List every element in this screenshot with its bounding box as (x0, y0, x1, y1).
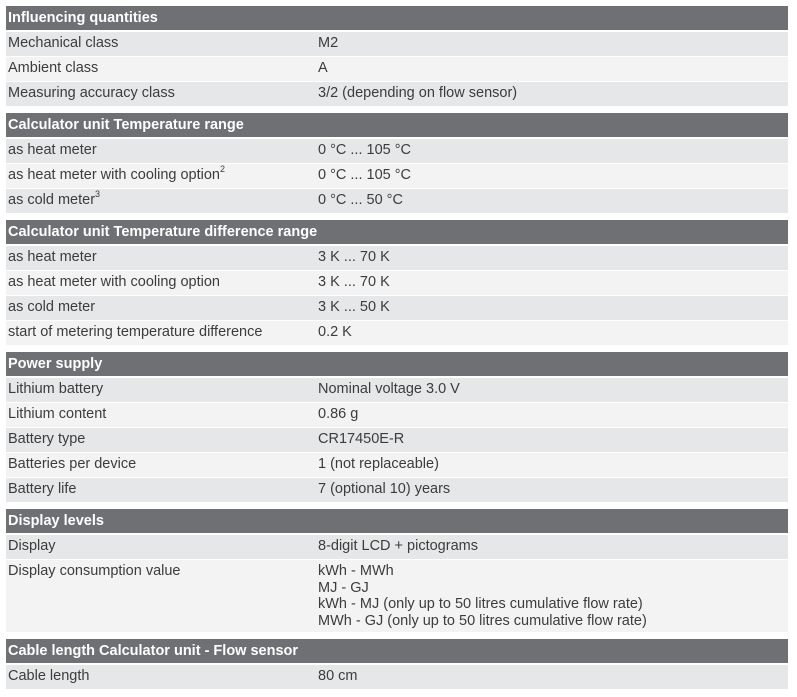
table-row (6, 378, 788, 403)
section-header: Cable length Calculator unit - Flow sensor (6, 639, 788, 665)
table-row (6, 403, 788, 428)
footnote-marker: 2 (220, 164, 226, 175)
row-label-text: Battery life (8, 481, 77, 497)
row-label (6, 665, 318, 689)
row-value-line: 3 K ... 70 K (318, 274, 390, 290)
row-value-line: 3 K ... 70 K (318, 249, 390, 265)
row-value-line: A (318, 60, 328, 76)
row-value-line: 8-digit LCD + pictograms (318, 538, 478, 554)
table-row (6, 535, 788, 560)
footnote-marker: 3 (95, 189, 101, 200)
row-value (318, 535, 788, 559)
row-label-text: Battery type (8, 431, 86, 447)
section-header: Display levels (6, 509, 788, 535)
row-value-line: 3 K ... 50 K (318, 299, 390, 315)
row-value-line: M2 (318, 35, 339, 51)
row-label-text: as heat meter with cooling option (8, 167, 220, 183)
row-label (6, 535, 318, 559)
spec-section (6, 113, 788, 214)
row-value-line: 0.2 K (318, 324, 352, 340)
row-label (6, 246, 318, 270)
row-value-line: 0 °C ... 50 °C (318, 192, 403, 208)
row-value (318, 321, 788, 345)
spec-section (6, 509, 788, 633)
table-row (6, 560, 788, 633)
row-value (318, 453, 788, 477)
row-label-text: as heat meter with cooling option (8, 274, 220, 290)
table-row (6, 189, 788, 214)
row-value (318, 139, 788, 163)
row-label-text: Lithium battery (8, 381, 104, 397)
row-label (6, 139, 318, 163)
table-row (6, 82, 788, 107)
table-row (6, 57, 788, 82)
row-value (318, 189, 788, 213)
table-row (6, 321, 788, 346)
table-row (6, 139, 788, 164)
table-row (6, 32, 788, 57)
row-label (6, 378, 318, 402)
row-label (6, 321, 318, 345)
row-value (318, 271, 788, 295)
row-label (6, 271, 318, 295)
table-row (6, 296, 788, 321)
row-label-text: Display (8, 538, 56, 554)
spec-table (6, 6, 788, 690)
row-value (318, 403, 788, 427)
row-value-line: 80 cm (318, 668, 358, 684)
spec-section (6, 220, 788, 346)
row-value (318, 428, 788, 452)
row-label-text: start of metering temperature difference (8, 324, 263, 340)
row-value (318, 164, 788, 188)
row-value-line: kWh - MJ (only up to 50 litres cumulative flow rate) (318, 596, 643, 612)
row-value-line: kWh - MWh (318, 563, 394, 579)
row-value-line: MWh - GJ (only up to 50 litres cumulative flow rate) (318, 612, 647, 629)
row-value (318, 665, 788, 689)
table-row (6, 453, 788, 478)
row-value-line: 3/2 (depending on flow sensor) (318, 85, 518, 101)
row-value-line: 1 (not replaceable) (318, 456, 439, 472)
row-label-text: Lithium content (8, 406, 107, 422)
row-value-line: 7 (optional 10) years (318, 481, 451, 497)
row-value-line: 0 °C ... 105 °C (318, 167, 411, 183)
row-label (6, 453, 318, 477)
table-row (6, 428, 788, 453)
row-value (318, 57, 788, 81)
row-label (6, 403, 318, 427)
row-label-text: as heat meter (8, 249, 97, 265)
row-value-line: 0.86 g (318, 406, 359, 422)
spec-section (6, 6, 788, 107)
table-row (6, 271, 788, 296)
row-value (318, 32, 788, 56)
row-value (318, 478, 788, 502)
table-row (6, 164, 788, 189)
row-label (6, 428, 318, 452)
row-label-text: as cold meter (8, 192, 96, 208)
row-label (6, 296, 318, 320)
table-row (6, 246, 788, 271)
row-value (318, 246, 788, 270)
row-label-text: Cable length (8, 668, 90, 684)
section-header: Calculator unit Temperature range (6, 113, 788, 139)
row-value-line: 0 °C ... 105 °C (318, 142, 411, 158)
row-value-line: Nominal voltage 3.0 V (318, 381, 460, 397)
row-value-line: CR17450E-R (318, 431, 405, 447)
section-header: Power supply (6, 352, 788, 378)
section-header: Calculator unit Temperature difference range (6, 220, 788, 246)
table-row (6, 478, 788, 503)
row-label (6, 478, 318, 502)
row-label (6, 82, 318, 106)
row-label-text: Display consumption value (8, 563, 181, 579)
row-value (318, 560, 788, 632)
row-label-text: Mechanical class (8, 35, 119, 51)
row-label (6, 32, 318, 56)
table-row (6, 665, 788, 690)
row-label-text: Ambient class (8, 60, 99, 76)
row-label (6, 164, 318, 188)
row-label (6, 560, 318, 632)
row-label (6, 57, 318, 81)
spec-section (6, 352, 788, 503)
row-label-text: as heat meter (8, 142, 97, 158)
row-value (318, 378, 788, 402)
row-value-line: MJ - GJ (318, 579, 369, 596)
row-label (6, 189, 318, 213)
row-label-text: as cold meter (8, 299, 96, 315)
row-label-text: Batteries per device (8, 456, 137, 472)
row-value (318, 296, 788, 320)
row-label-text: Measuring accuracy class (8, 85, 175, 101)
spec-section (6, 639, 788, 690)
row-value (318, 82, 788, 106)
section-header: Influencing quantities (6, 6, 788, 32)
